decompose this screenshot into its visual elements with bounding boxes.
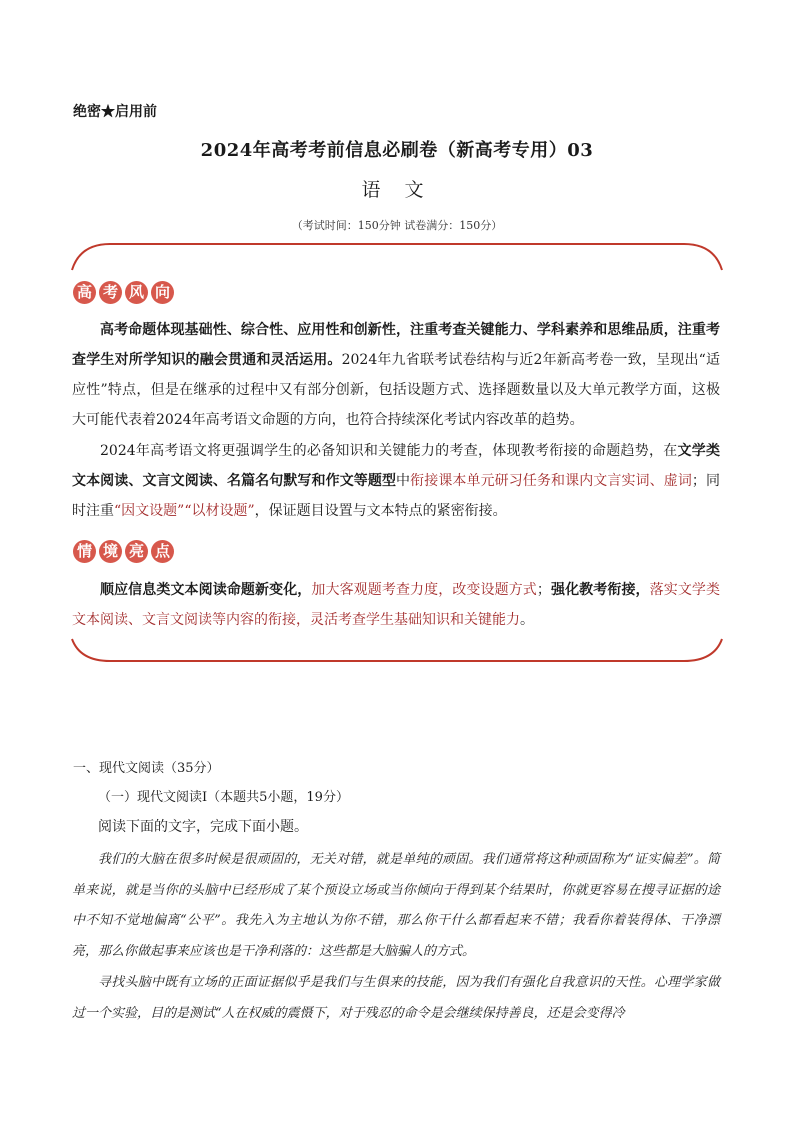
subject-title: 语 文 xyxy=(361,179,433,201)
gaokao-direction-paragraph-1 xyxy=(72,315,720,435)
para2-highlight-1: 衔接课本单元研习任务和课内文言实词、虚词 xyxy=(410,473,692,489)
frame-bottom-line xyxy=(70,637,724,665)
tag-char: 高 xyxy=(73,281,96,304)
tag-char: 考 xyxy=(99,281,122,304)
para1-bold-text: 高考命题体现基础性、综合性、应用性和创新性，注重考查关键能力、学科素养和思维品质，注重考查学生对所学知识的融会贯通和灵活运用。 xyxy=(72,322,720,368)
para2-text-c: ；同时注重 xyxy=(72,473,721,519)
highlight-red-1: 加大客观题考查力度，改变设题方式 xyxy=(311,582,537,598)
highlight-bold-1: 顺应信息类文本阅读命题新变化， xyxy=(100,582,312,598)
tag-char: 风 xyxy=(125,281,148,304)
para2-highlight-2: “因文设题”“以材设题” xyxy=(114,503,255,519)
section-tag-scenario-highlights xyxy=(73,540,174,563)
para2-text-d: ，保证题目设置与文本特点的紧密衔接。 xyxy=(254,503,507,519)
para2-text-a: 2024年高考语文将更强调学生的必备知识和关键能力的考查，体现教考衔接的命题趋势，在 xyxy=(100,443,678,459)
passage-paragraph-1: 我们的大脑在很多时候是很顽固的，无关对错，就是单纯的顽固。我们通常将这种顽固称为“证实偏差”。简单来说，就是当你的头脑中已经形成了某个预设立场或当你倾向于得到某个结果时，你就更容易在搜寻证据的途中不知不觉地偏离“公平”。我先入为主地认为你不错，那么你干什么都看起来不错；我看你着装得体、干净漂亮，那么你做起事来应该也是干净利落的：这些都是大脑骗人的方式。 xyxy=(72,852,720,959)
exam-time-score: （考试时间：150分钟 试卷满分：150分） xyxy=(291,219,503,232)
scenario-highlights-paragraph xyxy=(72,575,720,635)
tag-char: 境 xyxy=(99,540,122,563)
highlight-separator: ； xyxy=(536,582,551,598)
section-tag-gaokao-direction xyxy=(73,281,174,304)
tag-char: 点 xyxy=(151,540,174,563)
para2-text-b: 中 xyxy=(396,473,411,489)
frame-top-line xyxy=(70,238,724,272)
tag-char: 情 xyxy=(73,540,96,563)
highlight-end: 。 xyxy=(520,612,534,628)
confidential-label: 绝密★启用前 xyxy=(73,104,157,120)
highlight-bold-2: 强化教考衔接， xyxy=(550,582,650,598)
highlight-red-2: 落实文学类文本阅读、文言文阅读等内容的衔接，灵活考查学生基础知识和关键能力 xyxy=(72,582,721,628)
gaokao-direction-paragraph-2 xyxy=(72,436,720,526)
tag-char: 亮 xyxy=(125,540,148,563)
part-heading-modern-reading: 一、现代文阅读（35分） xyxy=(73,761,220,776)
sub-heading-reading-1: （一）现代文阅读Ⅰ（本题共5小题，19分） xyxy=(98,790,349,805)
reading-instruction: 阅读下面的文字，完成下面小题。 xyxy=(98,819,308,835)
para1-text: 2024年九省联考试卷结构与近2年新高考卷一致，呈现出“适应性”特点，但是在继承的过程中又有部分创新，包括设题方式、选择题数量以及大单元教学方面，这极大可能代表着2024年高考语文命题的方向，也符合持续深化考试内容改革的趋势。 xyxy=(72,352,721,428)
exam-title: 2024年高考考前信息必刷卷（新高考专用）03 xyxy=(200,140,594,161)
passage-paragraph-2: 寻找头脑中既有立场的正面证据似乎是我们与生俱来的技能，因为我们有强化自我意识的天性。心理学家做过一个实验，目的是测试“人在权威的震慑下，对于残忍的命令是会继续保持善良，还是会变得冷 xyxy=(72,975,720,1021)
para2-bold-text: 文学类文本阅读、文言文阅读、名篇名句默写和作文等题型 xyxy=(72,443,720,489)
tag-char: 向 xyxy=(151,281,174,304)
